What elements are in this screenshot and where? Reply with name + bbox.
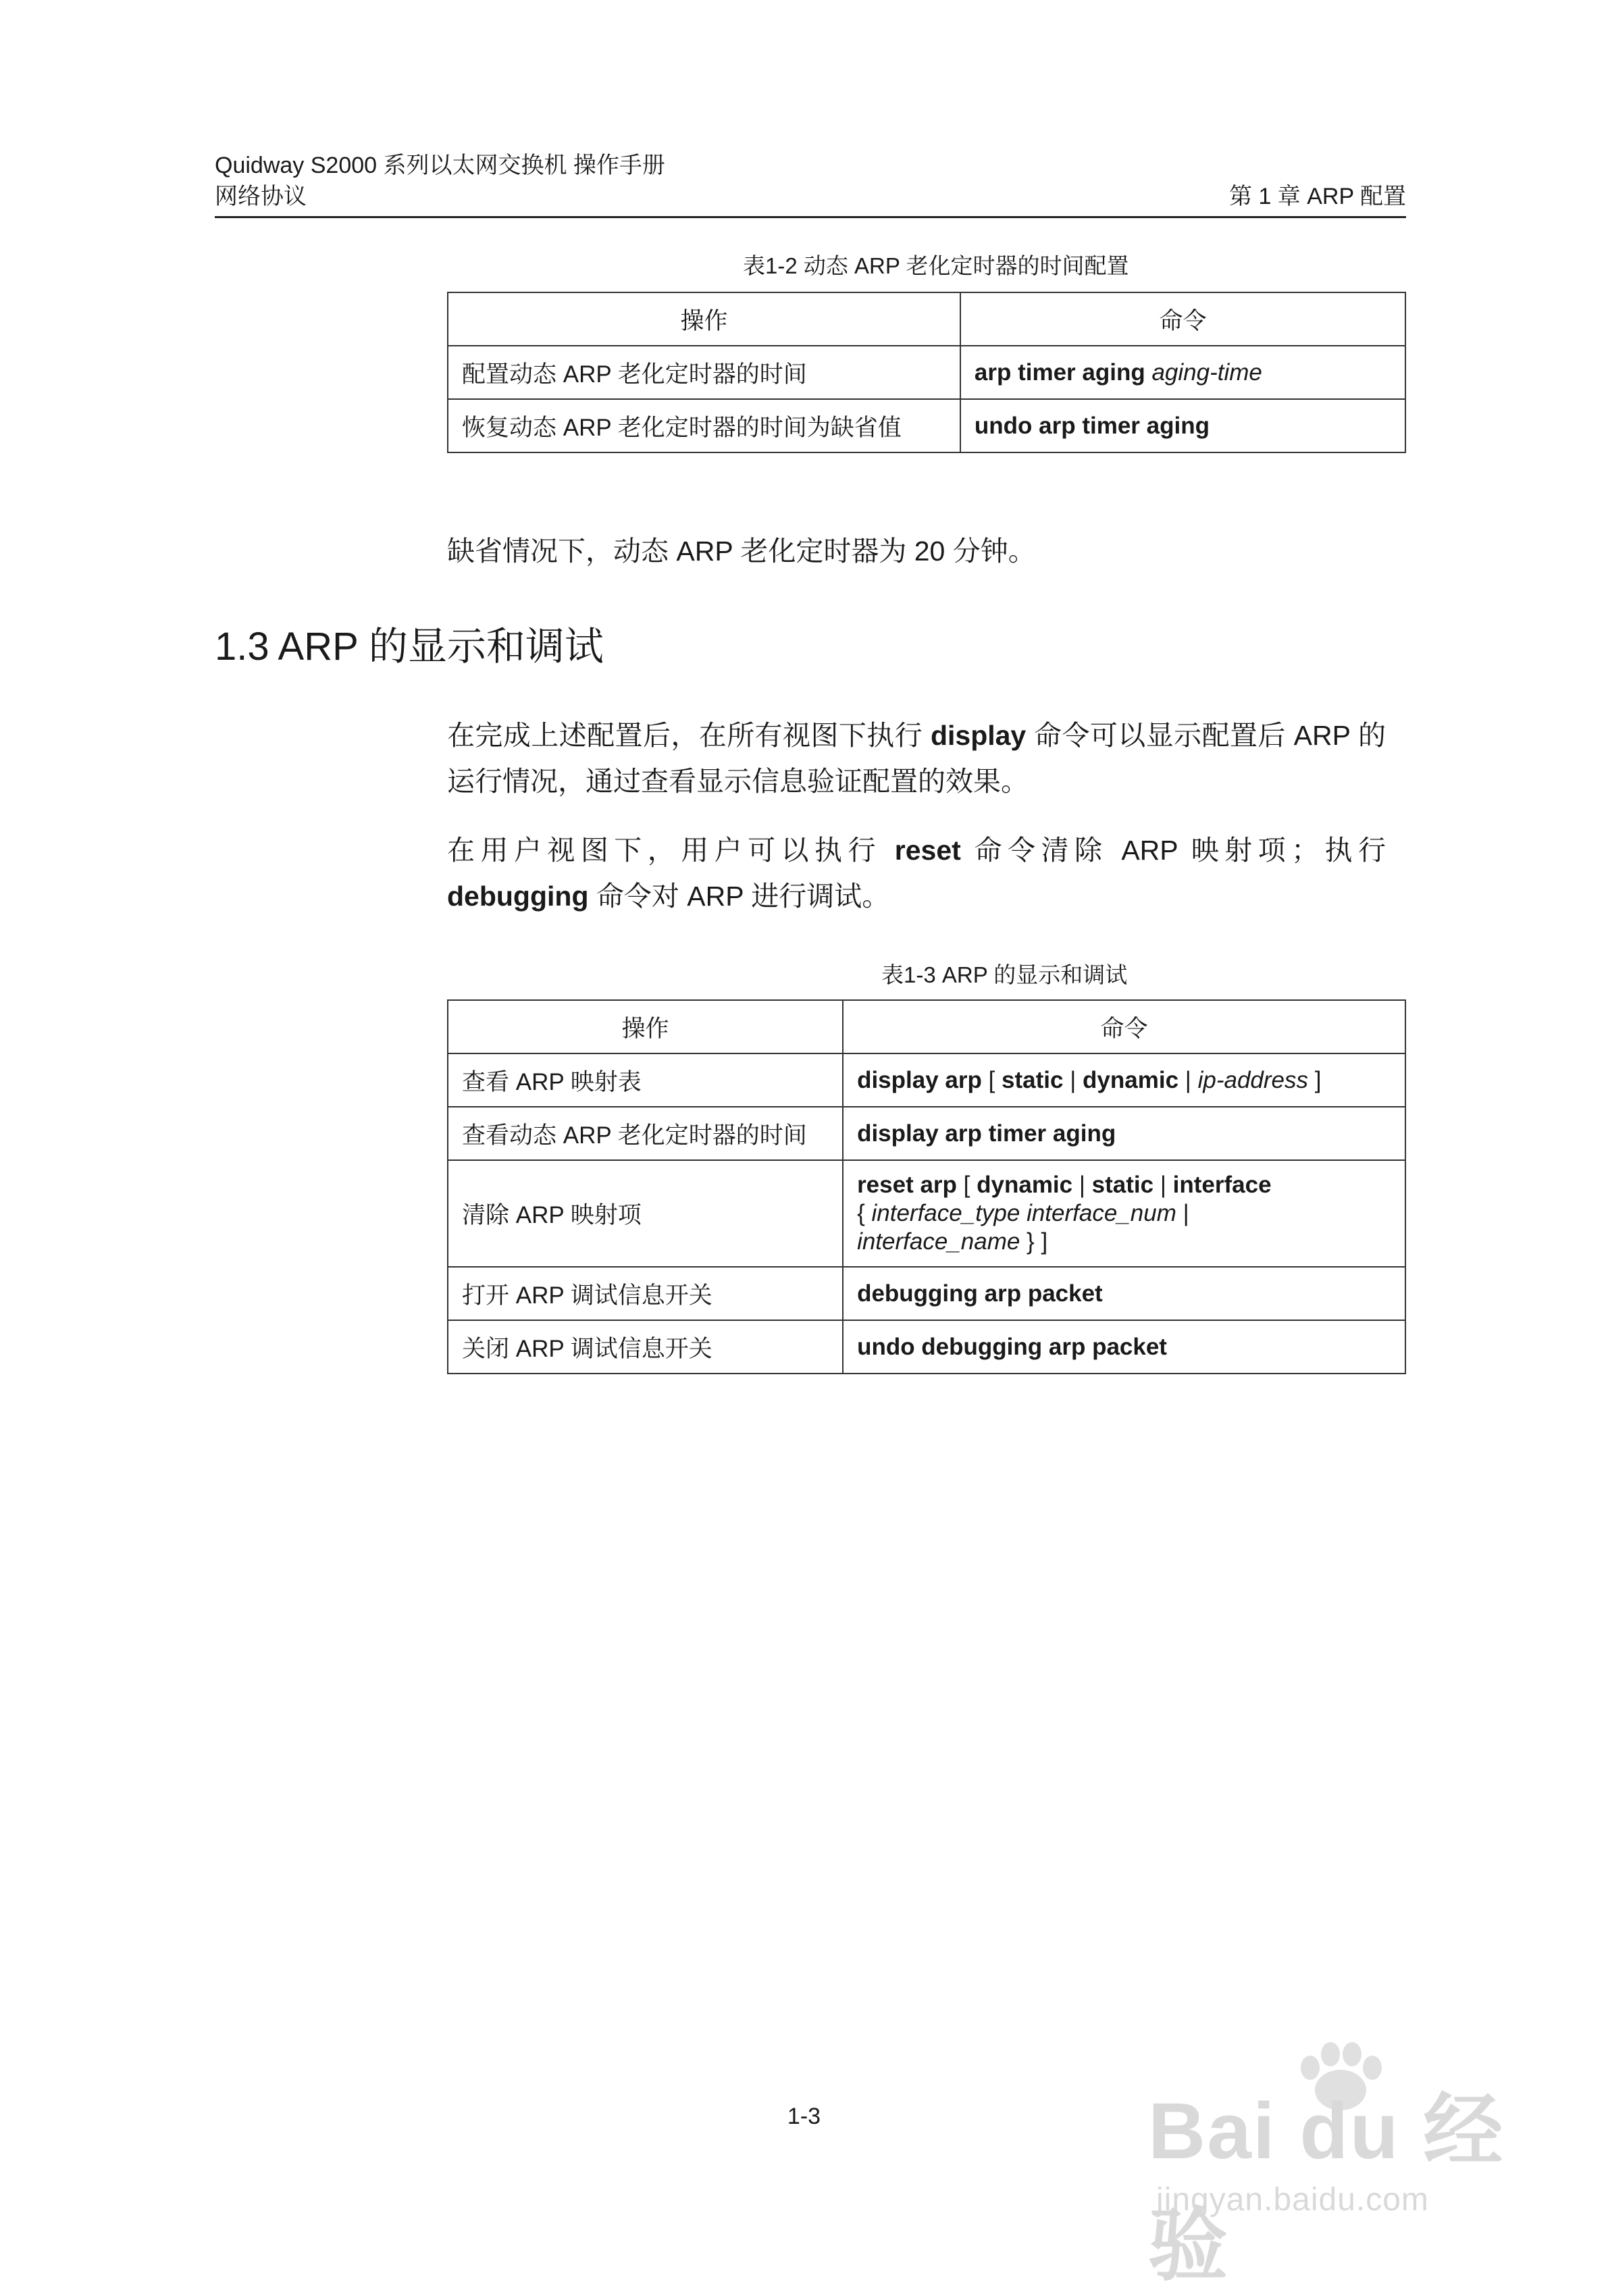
default-note: 缺省情况下，动态 ARP 老化定时器为 20 分钟。 — [447, 536, 1036, 567]
table-row — [448, 399, 1405, 452]
chapter-title: 第 1 章 ARP 配置 — [1229, 184, 1406, 209]
paragraph-reset-debugging: 在用户视图下，用户可以执行 reset 命令清除 ARP 映射项；执行 debugging 命令对 ARP 进行调试。 — [447, 835, 1386, 912]
page-header — [215, 150, 1406, 212]
command-cell: arp timer aging aging-time — [960, 346, 1405, 399]
page-number: 1-3 — [787, 2104, 821, 2129]
section-name: 网络协议 — [215, 184, 307, 209]
table-row — [448, 1160, 1405, 1267]
operation-cell: 关闭 ARP 调试信息开关 — [448, 1320, 843, 1374]
table-1-2-caption: 表1-2 动态 ARP 老化定时器的时间配置 — [743, 253, 1129, 278]
section-heading: 1.3 ARP 的显示和调试 — [215, 625, 604, 669]
col-operation: 操作 — [448, 1000, 843, 1053]
paragraph-display: 在完成上述配置后，在所有视图下执行 display 命令可以显示配置后 ARP 的运行情况，通过查看显示信息验证配置的效果。 — [447, 720, 1386, 797]
command-cell: reset arp [ dynamic | static | interface { interface_type interface_num | interface_name } ] — [843, 1160, 1405, 1267]
table-header-row — [448, 292, 1405, 346]
command-cell: debugging arp packet — [843, 1267, 1405, 1320]
watermark — [1148, 2039, 1526, 2291]
operation-cell: 恢复动态 ARP 老化定时器的时间为缺省值 — [448, 399, 960, 452]
table-row — [448, 1107, 1405, 1160]
operation-cell: 打开 ARP 调试信息开关 — [448, 1267, 843, 1320]
table-1-3 — [447, 999, 1406, 1374]
command-cell: display arp timer aging — [843, 1107, 1405, 1160]
table-row — [448, 1320, 1405, 1374]
command-cell: undo debugging arp packet — [843, 1320, 1405, 1374]
watermark-logo: Bai du 经验 — [1148, 2087, 1505, 2291]
operation-cell: 配置动态 ARP 老化定时器的时间 — [448, 346, 960, 399]
operation-cell: 查看 ARP 映射表 — [448, 1053, 843, 1107]
table-row — [448, 1053, 1405, 1107]
operation-cell: 查看动态 ARP 老化定时器的时间 — [448, 1107, 843, 1160]
table-header-row — [448, 1000, 1405, 1053]
table-row — [448, 1267, 1405, 1320]
table-1-2 — [447, 292, 1406, 453]
table-1-3-caption: 表1-3 ARP 的显示和调试 — [881, 962, 1128, 987]
command-cell: undo arp timer aging — [960, 399, 1405, 452]
col-command: 命令 — [843, 1000, 1405, 1053]
header-divider — [215, 216, 1406, 218]
operation-cell: 清除 ARP 映射项 — [448, 1160, 843, 1267]
col-command: 命令 — [960, 292, 1405, 346]
col-operation: 操作 — [448, 292, 960, 346]
watermark-url: jingyan.baidu.com — [1156, 2182, 1429, 2218]
table-row — [448, 346, 1405, 399]
command-cell: display arp [ static | dynamic | ip-address ] — [843, 1053, 1405, 1107]
manual-title: Quidway S2000 系列以太网交换机 操作手册 — [215, 153, 665, 178]
